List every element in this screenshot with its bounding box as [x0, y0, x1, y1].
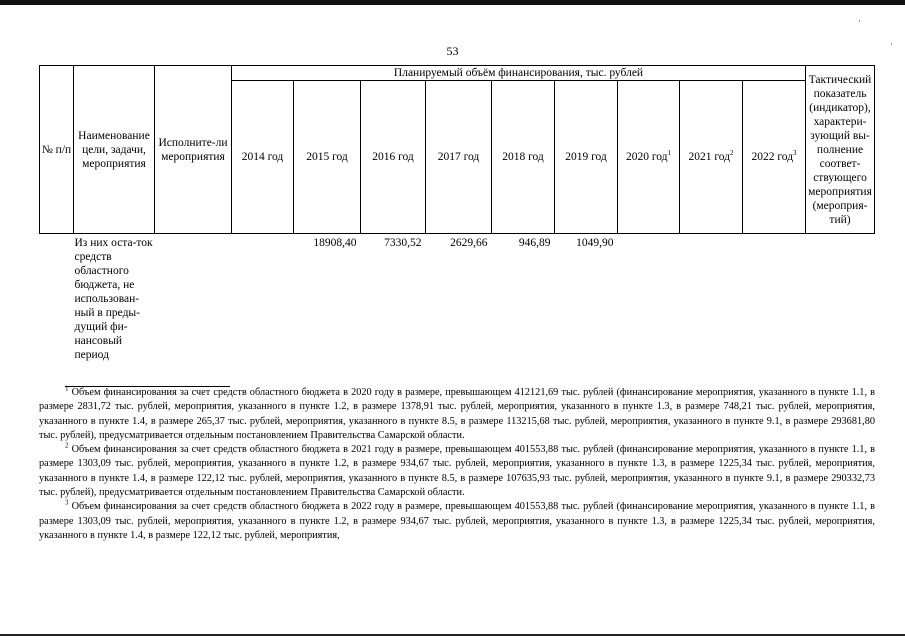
row-indicator	[806, 234, 875, 376]
row-number	[40, 234, 74, 376]
header-year: 2020 год$^1$	[618, 81, 680, 234]
header-executors: Исполните-ли мероприятия	[155, 66, 232, 234]
footnote-mark: 2	[65, 441, 69, 450]
header-indicator: Тактический показатель (индикатор), характери-зующий вы-полнение соответ-ствующего мероприятия (мероприя-тий)	[806, 66, 875, 234]
table-row	[40, 234, 875, 376]
row-value	[232, 234, 294, 376]
header-financing-group: Планируемый объём финансирования, тыс. рублей	[232, 66, 806, 81]
row-value	[618, 234, 680, 376]
row-value: 7330,52	[384, 237, 422, 249]
scan-top-border	[0, 0, 905, 5]
row-value	[680, 234, 743, 376]
row-value: 2629,66	[450, 237, 488, 249]
scan-speck: ·	[858, 16, 861, 26]
row-value: 1049,90	[576, 237, 614, 249]
footnote-mark: 1	[65, 384, 69, 393]
header-year: 2015 год	[294, 81, 361, 234]
footnotes	[39, 386, 875, 543]
header-name: Наименование цели, задачи, мероприятия	[74, 66, 155, 234]
page-number: 53	[446, 44, 459, 58]
header-year: 2014 год	[232, 81, 294, 234]
header-number: № п/п	[40, 66, 74, 234]
table-header-row	[40, 66, 875, 81]
row-value: 946,89	[518, 237, 551, 249]
footnote	[39, 386, 875, 443]
footnote-text: Объем финансирования за счет средств областного бюджета в 2022 году в размере, превышающем 401553,88 тыс. рублей (финансирование мероприятия, указанного в пункте 1.1, в размере 1303,09 тыс. рублей, мероприятия, указанного в пункте 1.2, в размере 934,67 тыс. рублей, мероприятия, указанного в пункте 1.3, в размере 1225,34 тыс. рублей, мероприятия, указанного в пункте 1.4, в размере 122,12 тыс. рублей, мероприятия,	[39, 501, 876, 541]
header-year: 2016 год	[361, 81, 426, 234]
footnote-text: Объем финансирования за счет средств областного бюджета в 2020 году в размере, превышающем 412121,69 тыс. рублей (финансирование мероприятия, указанного в пункте 1.1, в размере 2831,72 тыс. рублей, мероприятия, указанного в пункте 1.2, в размере 1378,91 тыс. рублей, мероприятия, указанного в пункте 1.3, в размере 748,21 тыс. рублей, мероприятия, указанного в пункте 1.4, в размере 265,37 тыс. рублей, мероприятия, указанного в пункте 8.5, в размере 113215,68 тыс. рублей, мероприятия, указанного в пункте 9.1, в размере 293681,80 тыс. рублей), предусматривается отдельным постановлением Правительства Самарской области.	[39, 387, 876, 441]
footnote-mark: 3	[65, 498, 69, 507]
header-year: 2017 год	[426, 81, 492, 234]
header-year: 2022 год$^3$	[743, 81, 806, 234]
financing-table	[39, 65, 875, 375]
scan-bottom-border	[0, 634, 905, 636]
row-value	[743, 234, 806, 376]
footnote-text: Объем финансирования за счет средств областного бюджета в 2021 году в размере, превышающем 401553,88 тыс. рублей (финансирование мероприятия, указанного в пункте 1.1, в размере 1303,09 тыс. рублей, мероприятия, указанного в пункте 1.2, в размере 934,67 тыс. рублей, мероприятия, указанного в пункте 1.3, в размере 1225,34 тыс. рублей, мероприятия, указанного в пункте 1.4, в размере 122,12 тыс. рублей, мероприятия, указанного в пункте 8.5, в размере 107635,93 тыс. рублей, мероприятия, указанного в пункте 9.1, в размере 290332,73 тыс. рублей), предусматривается отдельным постановлением Правительства Самарской области.	[39, 444, 876, 499]
row-name: Из них оста-ток средств областного бюджета, не использован-ный в преды-дущий фи-нансовый период	[74, 237, 153, 361]
row-executors	[155, 234, 232, 376]
header-year: 2019 год	[555, 81, 618, 234]
scan-speck: ·	[890, 39, 893, 49]
footnote	[39, 500, 875, 543]
header-year: 2021 год$^2$	[680, 81, 743, 234]
row-value: 18908,40	[313, 237, 357, 249]
header-year: 2018 год	[492, 81, 555, 234]
footnote	[39, 443, 875, 500]
